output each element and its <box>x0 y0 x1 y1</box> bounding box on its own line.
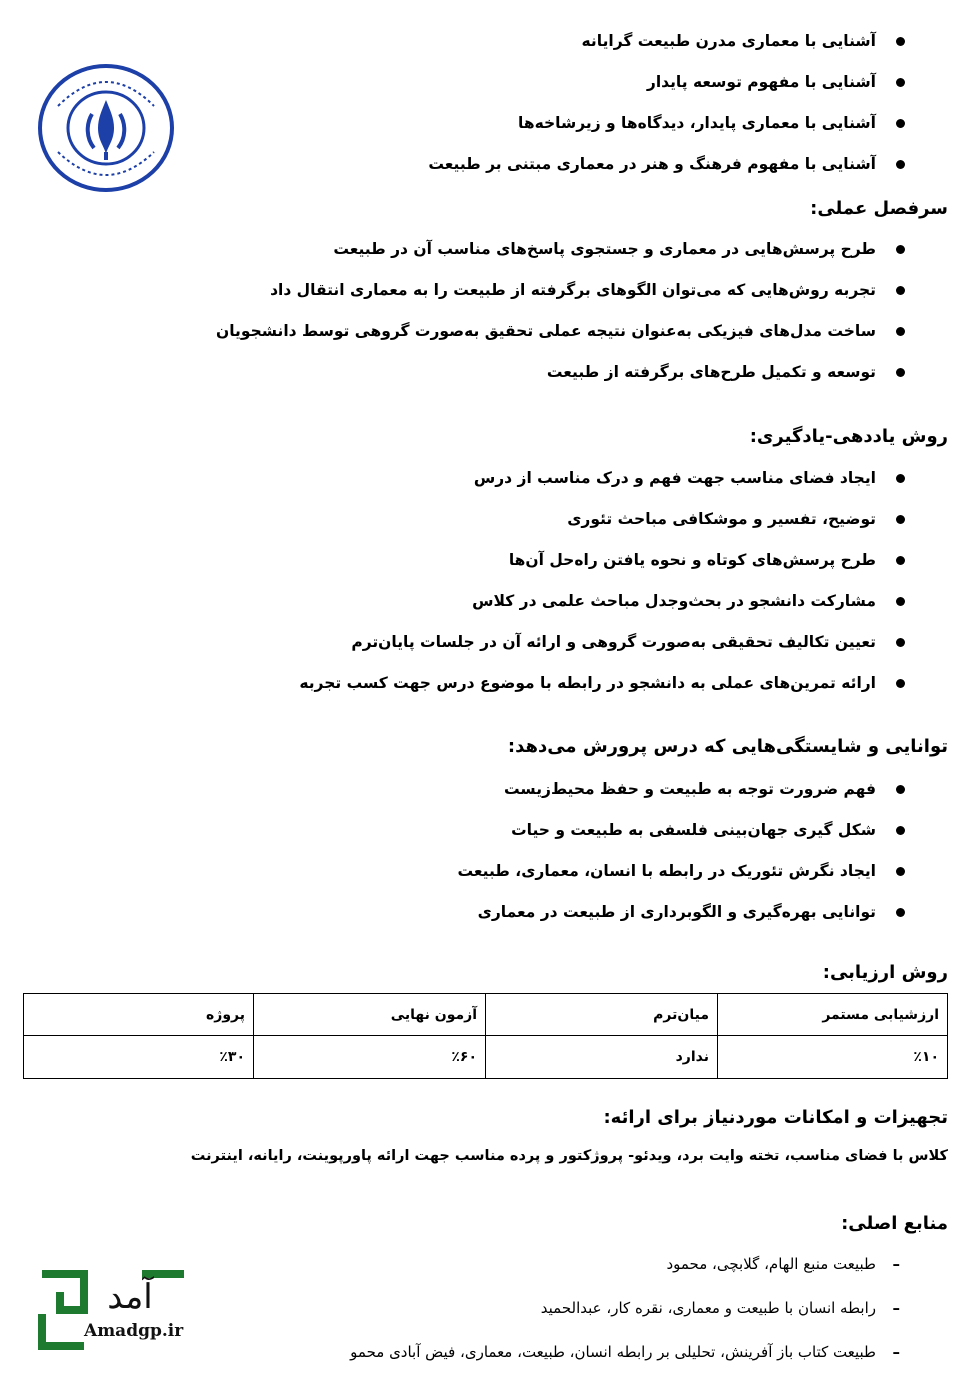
teaching-section <box>299 458 948 704</box>
list-item: – طبیعت منبع الهام، گلابچی، محمود <box>350 1242 948 1286</box>
list-item: – رابطه انسان با طبیعت و معماری، نقره کار، عبدالحمید <box>350 1286 948 1330</box>
list-item: توانایی بهره‌گیری و الگوبرداری از طبیعت در معماری <box>458 892 949 933</box>
list-item: تجربه روش‌هایی که می‌توان الگوهای برگرفته از طبیعت را به معماری انتقال داد <box>216 270 948 311</box>
table-cell: ندارد <box>486 1036 718 1079</box>
table-header-cell: آزمون نهایی <box>254 994 486 1036</box>
table-header-row <box>24 994 948 1036</box>
list-item: فهم ضرورت توجه به طبیعت و حفظ محیط‌زیست <box>458 769 949 810</box>
list-item: – طبیعت کتاب باز آفرینش، تحلیلی بر رابطه انسان، طبیعت، معماری، فیض آبادی محمو <box>350 1330 948 1374</box>
sources-section <box>350 1242 948 1374</box>
practical-list <box>216 229 948 393</box>
ministry-seal-icon <box>36 62 176 194</box>
list-item: طرح پرسش‌هایی در معماری و جستجوی پاسخ‌های مناسب آن در طبیعت <box>216 229 948 270</box>
list-item: ساخت مدل‌های فیزیکی به‌عنوان نتیجه عملی تحقیق به‌صورت گروهی توسط دانشجویان <box>216 311 948 352</box>
teaching-list <box>299 458 948 704</box>
table-header-cell: ارزشیابی مستمر <box>718 994 948 1036</box>
logo-wordmark: آمد <box>107 1277 153 1317</box>
sources-heading: منابع اصلی: <box>841 1213 948 1234</box>
sources-list <box>350 1242 948 1374</box>
list-item: شکل گیری جهان‌بینی فلسفی به طبیعت و حیات <box>458 810 949 851</box>
practical-section <box>216 229 948 393</box>
goals-section <box>428 21 948 185</box>
list-item: آشنایی با معماری پایدار، دیدگاه‌ها و زیرشاخه‌ها <box>428 103 948 144</box>
list-item: ایجاد فضای مناسب جهت فهم و درک مناسب از درس <box>299 458 948 499</box>
logo-site-text: Amadgp.ir <box>84 1321 184 1341</box>
evaluation-table <box>23 993 948 1079</box>
equipment-text: کلاس با فضای مناسب، تخته وایت برد، ویدئو- پروژکتور و پرده مناسب جهت ارائه پاورپوینت، رایانه، اینترنت <box>190 1148 948 1164</box>
list-item: آشنایی با مفهوم توسعه پایدار <box>428 62 948 103</box>
list-item: آشنایی با مفهوم فرهنگ و هنر در معماری مبتنی بر طبیعت <box>428 144 948 185</box>
table-cell: ٪۶۰ <box>254 1036 486 1079</box>
list-item: طرح پرسش‌های کوتاه و نحوه یافتن راه‌حل آن‌ها <box>299 540 948 581</box>
table-row <box>24 1036 948 1079</box>
list-item: آشنایی با معماری مدرن طبیعت گرایانه <box>428 21 948 62</box>
list-item: ارائه تمرین‌های عملی به دانشجو در رابطه با موضوع درس جهت کسب تجربه <box>299 663 948 704</box>
abilities-section <box>458 769 949 933</box>
abilities-list <box>458 769 949 933</box>
table-header-cell: میان‌ترم <box>486 994 718 1036</box>
equipment-heading: تجهیزات و امکانات موردنیاز برای ارائه: <box>603 1107 948 1128</box>
goals-list <box>428 21 948 185</box>
list-item: توسعه و تکمیل طرح‌های برگرفته از طبیعت <box>216 352 948 393</box>
list-item: تعیین تکالیف تحقیقی به‌صورت گروهی و ارائه آن در جلسات پایان‌ترم <box>299 622 948 663</box>
list-item: ایجاد نگرش تئوریک در رابطه با انسان، معماری، طبیعت <box>458 851 949 892</box>
list-item: مشارکت دانشجو در بحث‌وجدل مباحث علمی در کلاس <box>299 581 948 622</box>
evaluation-heading: روش ارزیابی: <box>822 962 948 983</box>
abilities-heading: توانایی و شایستگی‌هایی که درس پرورش می‌دهد: <box>507 736 948 757</box>
table-cell: ٪۳۰ <box>24 1036 254 1079</box>
list-item: توضیح، تفسیر و موشکافی مباحث تئوری <box>299 499 948 540</box>
practical-heading: سرفصل عملی: <box>810 198 948 219</box>
table-header-cell: پروژه <box>24 994 254 1036</box>
teaching-heading: روش یاددهی-یادگیری: <box>749 426 948 447</box>
table-cell: ٪۱۰ <box>718 1036 948 1079</box>
